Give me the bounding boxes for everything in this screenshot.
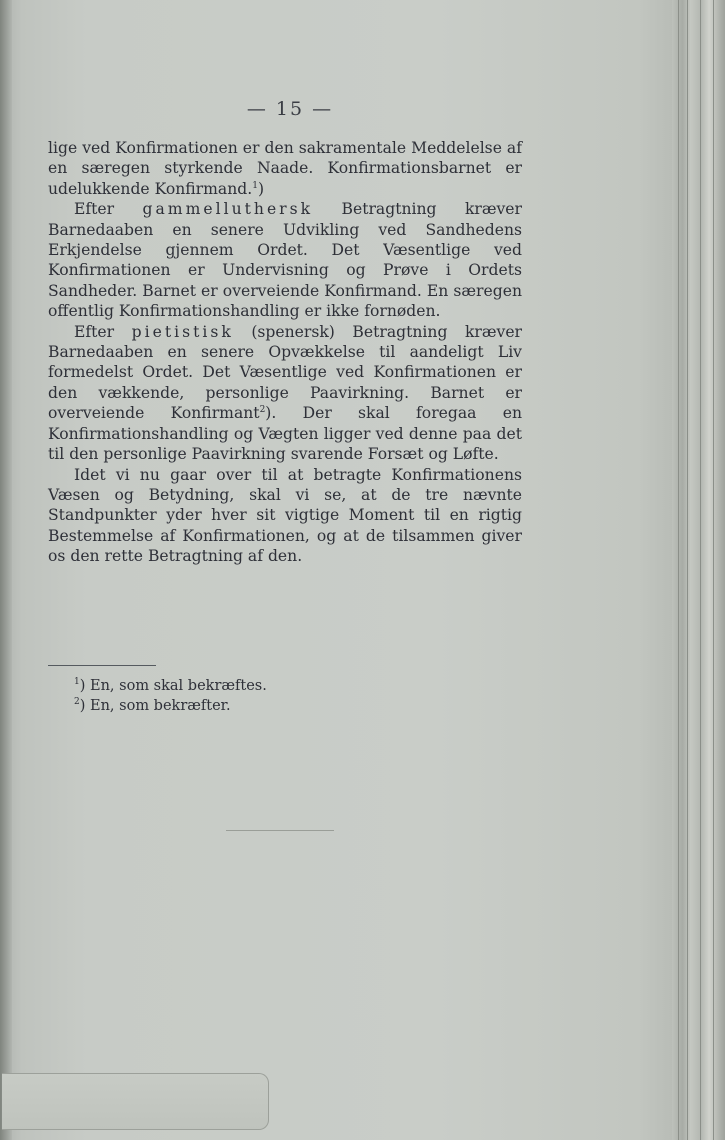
page-edge-line xyxy=(687,0,688,1140)
page-edge-line xyxy=(678,0,679,1140)
paragraph-4: Idet vi nu gaar over til at betragte Konfirmationens Væsen og Betydning, skal vi se, at de tre nævnte Standpunkter yder hver sit vigtige Moment til en rigtig Bestemmelse af Konfirmationen, og at de tilsammen giver os den rette Betragtning af den. xyxy=(48,465,522,566)
footnote-2-marker: 2 xyxy=(74,697,80,708)
footnote-divider xyxy=(48,665,156,666)
decorative-rule xyxy=(226,830,334,831)
paragraph-2: Efter gammelluthersk Betragtning kræver Barnedaaben en senere Udvikling ved Sandhedens Erkjendelse gjennem Ordet. Det Væsentlige ved Konfirmationen er Undervisning og Prøve i Ordets Sandheder. Barnet er overveiende Konfirmand. En særegen offentlig Konfirmationshandling er ikke fornøden. xyxy=(48,200,522,321)
page-edge-line xyxy=(700,0,701,1140)
page-tab-shape xyxy=(2,1073,269,1130)
paragraph-1: lige ved Konfirmationen er den sakramentale Meddelelse af en særegen styrkende Naade. Konfirmationsbarnet er udelukkende Konfirmand.$^1$) xyxy=(48,139,522,198)
page-edge-line xyxy=(713,0,714,1140)
paragraph-3: Efter pietistisk (spenersk) Betragtning kræver Barnedaaben en senere Opvækkelse til aandeligt Liv formedelst Ordet. Det Væsentlige ved Konfirmationen er den vækkende, personlige Paavirkning. Barnet er overveiende Konfirmant$^2$). Der skal foregaa en Konfirmationshandling og Vægten ligger ved denne paa det til den personlige Paavirkning svarende Forsæt og Løfte. xyxy=(48,322,523,464)
footnote-ref-1: 1 xyxy=(252,180,258,191)
page-edges xyxy=(672,0,725,1140)
emphasis-gammelluthersk: gammelluthersk xyxy=(142,200,314,219)
emphasis-pietistisk: pietistisk xyxy=(131,322,234,341)
footnote-1-marker: 1 xyxy=(74,677,80,688)
footnotes xyxy=(74,676,494,716)
footnote-1-text: ) En, som skal bekræftes. xyxy=(79,678,267,694)
page-number: — 15 — xyxy=(246,98,334,120)
footnote-1 xyxy=(74,676,494,696)
binding-gutter xyxy=(0,0,12,1140)
footnote-ref-2: 2 xyxy=(259,405,266,416)
footnote-2-text: ) En, som bekræfter. xyxy=(79,698,231,714)
body-text xyxy=(48,138,522,567)
footnote-2 xyxy=(74,696,494,716)
